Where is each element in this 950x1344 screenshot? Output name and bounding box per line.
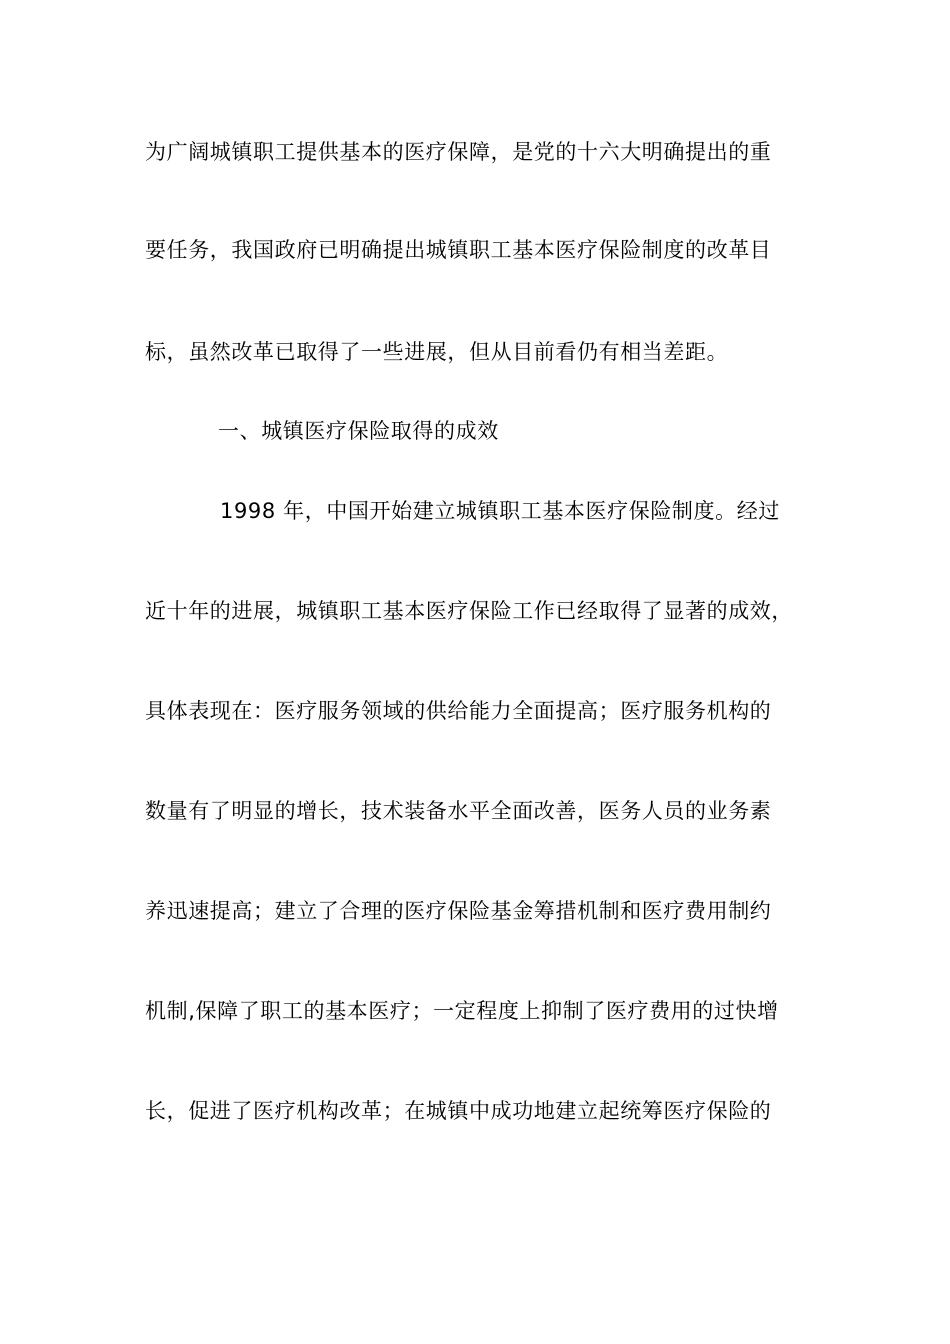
paragraph-2-line-3: 具体表现在：医疗服务领域的供给能力全面提高；医疗服务机构的 <box>145 699 772 723</box>
paragraph-2-line-5: 养迅速提高；建立了合理的医疗保险基金筹措机制和医疗费用制约 <box>145 899 772 923</box>
paragraph-2-line-4: 数量有了明显的增长，技术装备水平全面改善，医务人员的业务素 <box>145 799 772 823</box>
paragraph-2-line-2: 近十年的进展，城镇职工基本医疗保险工作已经取得了显著的成效， <box>145 599 793 623</box>
paragraph-1-line-1: 为广阔城镇职工提供基本的医疗保障，是党的十六大明确提出的重 <box>145 140 772 164</box>
paragraph-2-line-6: 机制,保障了职工的基本医疗；一定程度上抑制了医疗费用的过快增 <box>145 999 779 1023</box>
paragraph-1-line-2: 要任务，我国政府已明确提出城镇职工基本医疗保险制度的改革目 <box>145 238 772 262</box>
paragraph-2-line-7: 长，促进了医疗机构改革；在城镇中成功地建立起统筹医疗保险的 <box>145 1099 772 1123</box>
paragraph-2-line-1: 1998 年，中国开始建立城镇职工基本医疗保险制度。经过 <box>220 499 780 523</box>
paragraph-1-line-3: 标，虽然改革已取得了一些进展，但从目前看仍有相当差距。 <box>145 340 729 364</box>
section-heading: 一、城镇医疗保险取得的成效 <box>218 419 499 443</box>
